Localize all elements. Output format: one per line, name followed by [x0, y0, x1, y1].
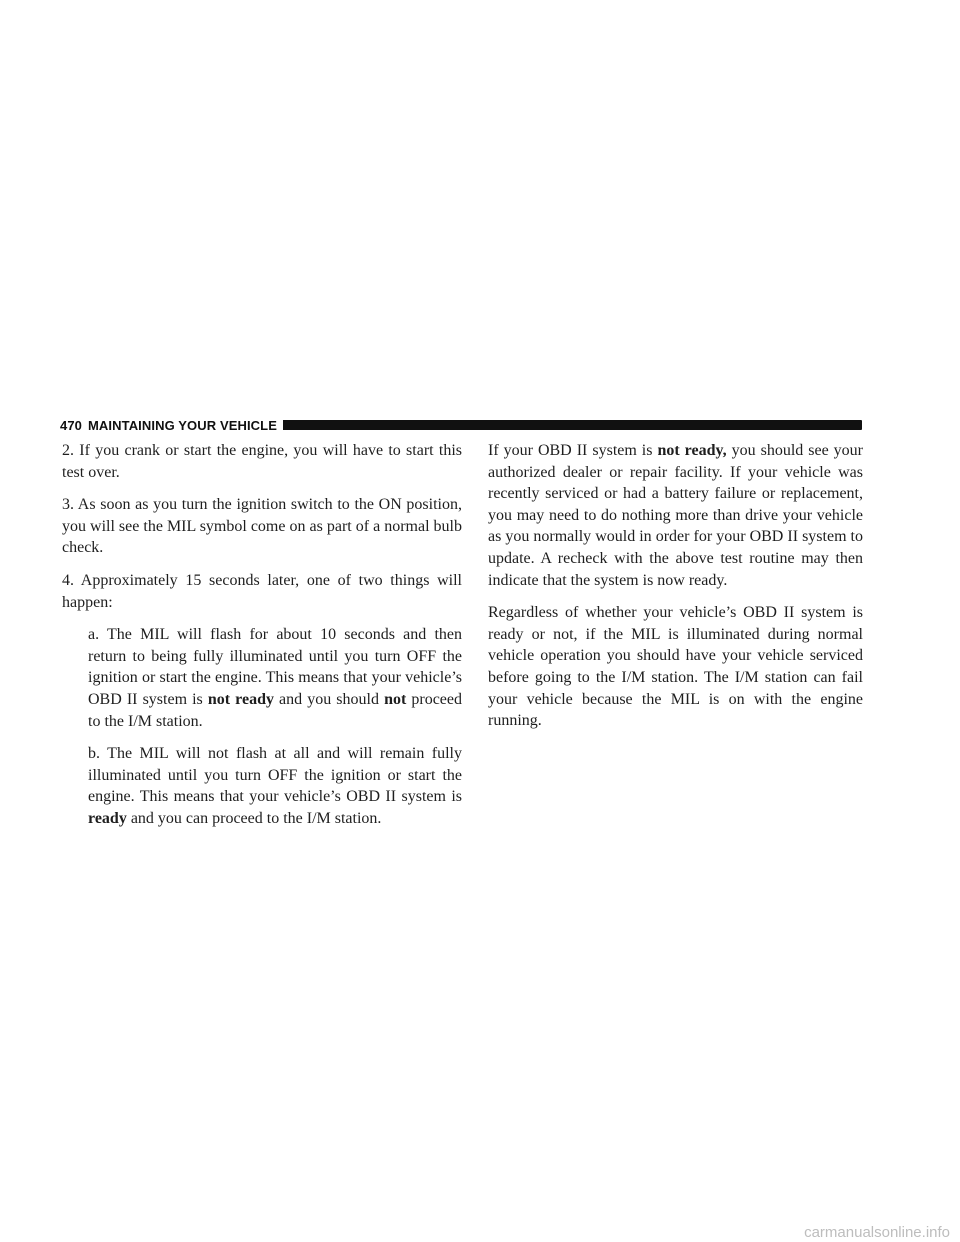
- regardless-paragraph: Regardless of whether your vehicle’s OBD II system is ready or not, if the MIL is illuminated during normal vehicle operation you should have your vehicle serviced before going to the I/M station. The I/M station can fail your vehicle because the MIL is on with the engine running.: [488, 604, 863, 730]
- not-ready-paragraph: [488, 440, 863, 591]
- footer-watermark: carmanualsonline.info: [804, 1224, 950, 1241]
- step-4b-bold-ready: ready: [88, 809, 127, 827]
- header-rule: [283, 420, 862, 430]
- section-title: MAINTAINING YOUR VEHICLE: [88, 417, 277, 433]
- step-4b-paragraph: [88, 743, 462, 829]
- step-4a-text-1: a. The MIL will flash for about 10 seconds and then return to being fully illuminated until you turn OFF the ignition or start the engine. This means that your vehicle’s OBD II system is: [88, 626, 462, 708]
- step-4a-text-3: proceed to the I/M station.: [88, 690, 463, 730]
- step-4-paragraph: 4. Approximately 15 seconds later, one of two things will happen:: [62, 571, 462, 611]
- not-ready-text-1: If your OBD II system is: [488, 442, 658, 459]
- step-4a-text-2: and you should: [273, 690, 385, 708]
- page-header: [60, 414, 862, 436]
- step-4a-bold-not: not: [384, 690, 407, 708]
- step-4a-bold-not-ready: not ready: [207, 690, 274, 708]
- step-4b-text-1: b. The MIL will not flash at all and will remain fully illuminated until you turn OFF the ignition or start the engine. This means that your vehicle’s OBD II system is: [88, 745, 462, 806]
- step-3-paragraph: 3. As soon as you turn the ignition switch to the ON position, you will see the MIL symbol come on as part of a normal bulb check.: [62, 496, 462, 557]
- step-4b-text-2: and you can proceed to the I/M station.: [126, 809, 382, 827]
- left-column: [62, 440, 462, 841]
- not-ready-text-2: you should see your authorized dealer or repair facility. If your vehicle was recently serviced or had a battery failure or replacement, you may need to do nothing more than drive your vehicle as you normally would in order for your OBD II system to update. A recheck with the above test routine may then indicate that the system is now ready.: [488, 442, 864, 589]
- step-2-paragraph: 2. If you crank or start the engine, you will have to start this test over.: [62, 442, 462, 481]
- not-ready-bold: not ready,: [657, 442, 727, 459]
- step-4a-paragraph: [88, 624, 462, 732]
- right-column: [488, 440, 863, 743]
- page-number: 470: [60, 417, 82, 433]
